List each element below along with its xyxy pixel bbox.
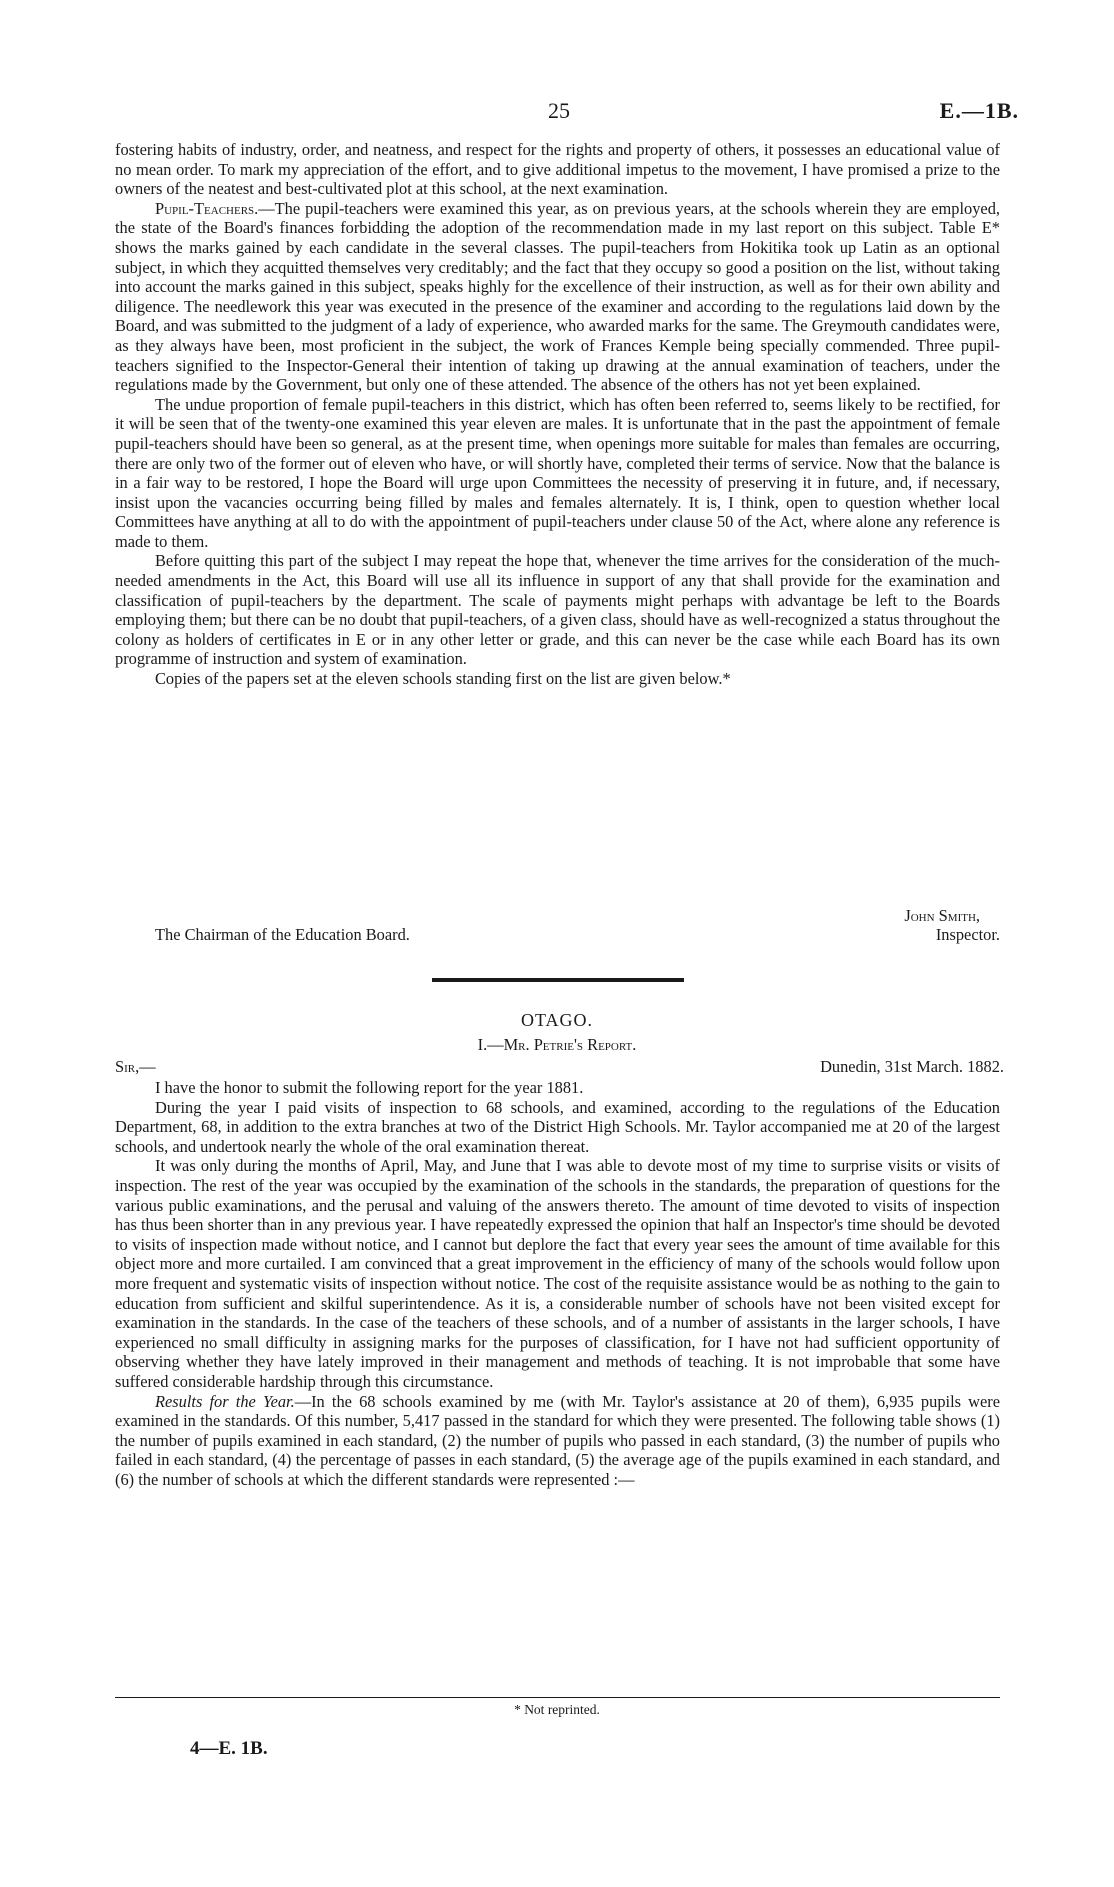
signature-name: John Smith, bbox=[904, 906, 980, 925]
page-number: 25 bbox=[548, 98, 570, 123]
westland-report-body bbox=[115, 140, 1000, 689]
document-reference: E.—1B. bbox=[939, 98, 1019, 123]
addressee: The Chairman of the Education Board. bbox=[155, 925, 410, 944]
paragraph-pupil-teachers: Pupil-Teachers.—The pupil-teachers were examined this year, as on previous years, at the schools wherein they are employed, the state of the Board's finances forbidding the adoption of the recommendation made in my last report on this subject. Table E* shows the marks gained by each candidate in the several classes. The pupil-teachers from Hokitika took up Latin as an optional subject, in which they acquitted themselves very creditably; and the fact that they occupy so good a position on the list, without taking into account the marks gained in this subject, speaks highly for the excellence of their instruction, as well as for their own ability and diligence. The needlework this year was executed in the presence of the examiner and according to the regulations laid down by the Board, and was submitted to the judgment of a lady of experience, who awarded marks for the same. The Greymouth candidates were, as they always have been, most proficient in the subject, the work of Frances Kemple being specially commended. Three pupil-teachers signified to the Inspector-General their intention of taking up drawing at the annual examination of teachers, under the regulations made by the Government, but only one of these attended. The absence of the others has not yet been explained. bbox=[115, 198, 1000, 395]
paragraph: It was only during the months of April, May, and June that I was able to devote most of my time to surprise visits or visits of inspection. The rest of the year was occupied by the examination of the schools in the standards, the preparation of questions for the various public examinations, and the perusal and valuing of the answers thereto. The amount of time devoted to visits of inspection has thus been shorter than in any previous year. I have repeatedly expressed the opinion that half an Inspector's time should be devoted to visits of inspection made without notice, and I cannot but deplore the fact that every year sees the amount of time available for this object more and more curtailed. I am convinced that a great improvement in the efficiency of many of the schools would follow upon more frequent and systematic visits of inspection without notice. The cost of the requisite assistance would be as nothing to the gain to education from sufficient and skilful superintendence. As it is, a considerable number of schools have not been visited except for examination in the standards. In the case of the teachers of these schools, and of a number of assistants in the larger schools, I have experienced no small difficulty in assigning marks for the purposes of classification, for I have not had sufficient opportunity of observing whether they have lately improved in their management and methods of teaching. It is not improbable that some have suffered considerable hardship through this circumstance. bbox=[115, 1156, 1000, 1391]
report-title: I.—Mr. Petrie's Report. bbox=[477, 1035, 637, 1054]
paragraph: The undue proportion of female pupil-teachers in this district, which has often been referred to, seems likely to be rectified, for it will be seen that of the twenty-one examined this year eleven are males. It is unfortunate that in the past the appointment of female pupil-teachers should have been so general, as at the present time, when openings more suitable for males than females are occurring, there are only two of the former out of eleven who have, or will shortly have, completed their terms of service. Now that the balance is in a fair way to be restored, I hope the Board will urge upon Committees the necessity of preserving it in future, and, if necessary, insist upon the vacancies occurring being filled by males and females alternately. It is, I think, open to question whether local Committees have anything at all to do with the appointment of pupil-teachers under clause 50 of the Act, where alone any reference is made to them. bbox=[115, 394, 1000, 551]
otago-report-body bbox=[115, 1078, 1000, 1489]
paragraph-lead: Pupil-Teachers. bbox=[155, 198, 259, 218]
paragraph: I have the honor to submit the following report for the year 1881. bbox=[155, 1078, 584, 1097]
signature-title: Inspector. bbox=[935, 925, 1000, 944]
dateline: Dunedin, 31st March. 1882. bbox=[820, 1057, 1004, 1076]
footnote-rule bbox=[115, 1697, 1000, 1698]
section-divider bbox=[432, 978, 684, 982]
section-title: OTAGO. bbox=[520, 1010, 594, 1030]
paragraph-results: Results for the Year.—In the 68 schools examined by me (with Mr. Taylor's assistance at 20 of them), 6,935 pupils were examined in the standards. Of this number, 5,417 passed in the standard for which they were presented. The following table shows (1) the number of pupils examined in each standard, (2) the number of pupils who passed in each standard, (3) the number of pupils who failed in each standard, (4) the percentage of passes in each standard, (5) the average age of the pupils examined in each standard, and (6) the number of schools at which the different standards were represented :— bbox=[115, 1391, 1001, 1489]
page-header bbox=[0, 98, 1114, 128]
paragraph: During the year I paid visits of inspection to 68 schools, and examined, according to the regulations of the Education Department, 68, in addition to the extra branches at two of the District High Schools. Mr. Taylor accompanied me at 20 of the largest schools, and undertook nearly the whole of the oral examination thereat. bbox=[115, 1097, 1000, 1156]
signature-block bbox=[115, 906, 1000, 946]
footnote: * Not reprinted. bbox=[514, 1702, 600, 1717]
paragraph-lead: Results for the Year. bbox=[155, 1391, 295, 1411]
paragraph: fostering habits of industry, order, and neatness, and respect for the rights and property of others, it possesses an educational value of no mean order. To mark my appreciation of the effort, and to give additional impetus to the movement, I have promised a prize to the owners of the neatest and best-cultivated plot at this school, at the next examination. bbox=[115, 140, 1000, 199]
paragraph: Copies of the papers set at the eleven schools standing first on the list are given below.* bbox=[155, 669, 731, 689]
salutation: Sir,— bbox=[115, 1057, 156, 1076]
paragraph: Before quitting this part of the subject I may repeat the hope that, whenever the time arrives for the consideration of the much-needed amendments in the Act, this Board will use all its influence in support of any that shall provide for the examination and classification of pupil-teachers by the department. The scale of payments might perhaps with advantage be left to the Boards employing them; but there can be no doubt that pupil-teachers, of a given class, should have as well-recognized a status throughout the colony as holders of certificates in E or in any other letter or grade, and this can never be the case while each Board has its own programme of instruction and system of examination. bbox=[115, 551, 1000, 669]
footer-reference: 4—E. 1B. bbox=[190, 1738, 268, 1759]
